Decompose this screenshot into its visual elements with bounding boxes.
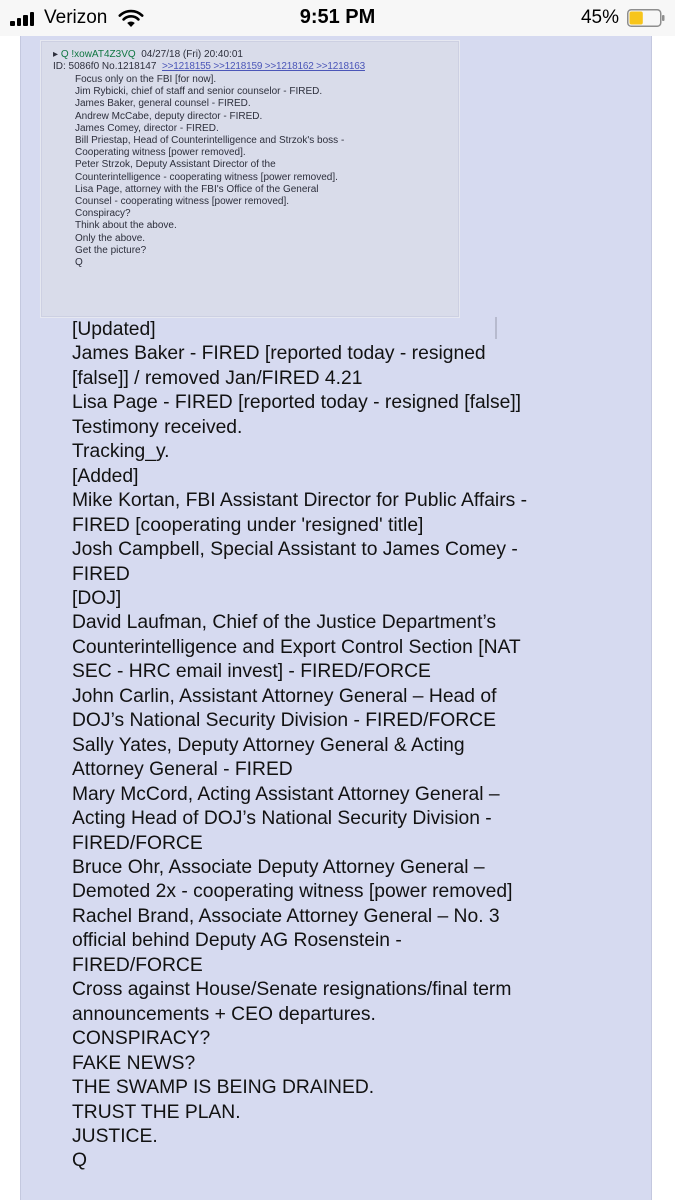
post-line: Only the above. [75,232,146,244]
text-line: FIRED/FORCE [72,832,203,854]
post-line: Q [75,257,83,269]
text-line: Counterintelligence and Export Control Section [NAT [72,636,521,658]
post-line: Cooperating witness [power removed]. [75,147,246,159]
text-line: Bruce Ohr, Associate Deputy Attorney General – [72,856,485,878]
post-line: Bill Priestap, Head of Counterintelligence and Strzok's boss - [75,135,345,147]
text-line: Lisa Page - FIRED [reported today - resigned [false]] [72,392,522,414]
post-header [53,49,453,61]
text-line: Testimony received. [72,416,243,438]
text-line: Mary McCord, Acting Assistant Attorney General – [72,783,500,805]
post-line: Counsel - cooperating witness [power removed]. [75,196,289,208]
post-line: Conspiracy? [75,208,131,220]
post-line: Andrew McCabe, deputy director - FIRED. [75,110,263,122]
post-line: Get the picture? [75,244,147,256]
text-line: SEC - HRC email invest] - FIRED/FORCE [72,661,431,683]
post-datetime: 04/27/18 (Fri) 20:40:01 [141,49,243,60]
battery-percentage: 45% [580,7,619,28]
text-line: Demoted 2x - cooperating witness [power removed] [72,881,513,903]
text-line: FAKE NEWS? [72,1052,196,1074]
text-line: announcements + CEO departures. [72,1003,376,1025]
text-line: David Laufman, Chief of the Justice Department’s [72,612,497,634]
poster-name: Q [60,49,69,60]
text-line: Cross against House/Senate resignations/final term [72,979,512,1001]
text-line: THE SWAMP IS BEING DRAINED. [72,1077,375,1099]
text-line: Attorney General - FIRED [72,759,293,781]
text-line: [DOJ] [72,587,122,609]
text-line: [Added] [72,465,139,487]
post-arrow-icon: ▸ [53,49,59,60]
post-id-number: ID: 5086f0 No.1218147 [53,61,157,72]
text-line: FIRED [cooperating under 'resigned' title] [72,514,424,536]
poster-tripcode: !xowAT4Z3VQ [71,49,136,60]
battery-icon [627,9,665,27]
text-line: CONSPIRACY? [72,1028,211,1050]
post-id-line [53,61,453,73]
text-line: James Baker - FIRED [reported today - resigned [72,343,486,365]
text-line: official behind Deputy AG Rosenstein - [72,930,402,952]
post-line: Lisa Page, attorney with the FBI's Office of the General [75,183,319,195]
text-line: FIRED/FORCE [72,954,203,976]
text-line: FIRED [72,563,130,585]
text-line: [Updated] [72,319,156,340]
text-line: JUSTICE. [72,1125,158,1147]
text-line: Josh Campbell, Special Assistant to James Comey - [72,539,518,561]
text-line: Mike Kortan, FBI Assistant Director for Public Affairs - [72,490,528,512]
status-bar [0,0,675,36]
reply-links[interactable]: >>1218155 >>1218159 >>1218162 >>1218163 [161,61,365,72]
post-line: Counterintelligence - cooperating witness [power removed]. [75,171,338,183]
post-text [72,318,642,1174]
post-line: Peter Strzok, Deputy Assistant Director of the [75,159,276,171]
clock: 9:51 PM [299,6,376,28]
post-line: Think about the above. [75,220,177,232]
post-line: James Comey, director - FIRED. [75,122,219,134]
post-line: Focus only on the FBI [for now]. [75,74,217,85]
text-line: [false]] / removed Jan/FIRED 4.21 [72,367,363,389]
text-line: Sally Yates, Deputy Attorney General & Acting [72,734,465,756]
post-body [75,74,455,269]
text-line: TRUST THE PLAN. [72,1101,241,1123]
post-screenshot [40,40,460,318]
text-line: Q [72,1150,87,1172]
text-line: Tracking_y. [72,441,170,463]
carrier-name: Verizon [44,7,108,28]
text-line: Acting Head of DOJ’s National Security Division - [72,808,492,830]
text-line: John Carlin, Assistant Attorney General – Head of [72,685,497,707]
text-line: Rachel Brand, Associate Attorney General – No. 3 [72,905,500,927]
text-line: DOJ’s National Security Division - FIRED/FORCE [72,710,496,732]
post-line: Jim Rybicki, chief of staff and senior counselor - FIRED. [75,86,323,98]
post-line: James Baker, general counsel - FIRED. [75,98,251,110]
page-left-gutter [0,36,20,1200]
